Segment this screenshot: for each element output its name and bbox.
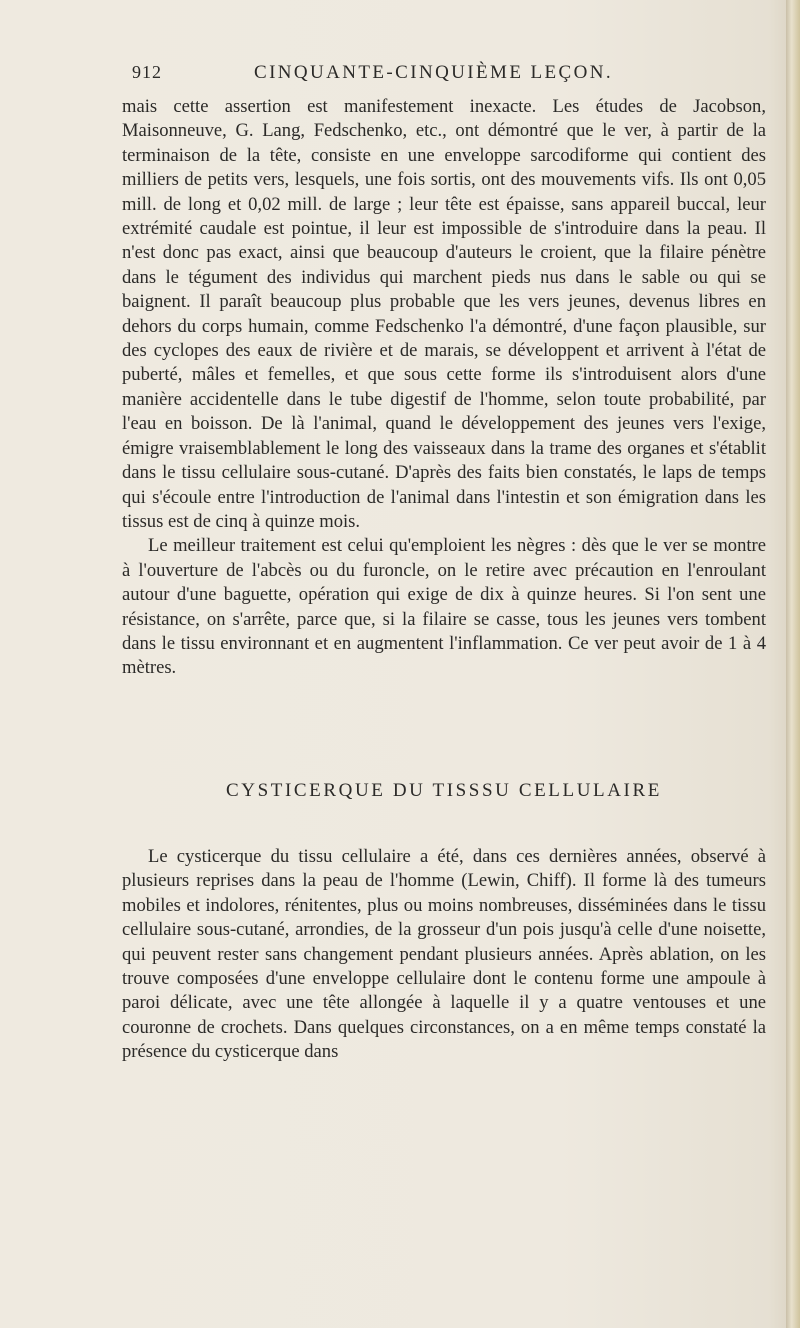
section-heading: CYSTICERQUE DU TISSSU CELLULAIRE [226, 780, 662, 801]
paragraph-continued: mais cette assertion est manifestement inexacte. Les études de Jacobson, Maisonneuve, G. Lang, Fedschenko, etc., ont démontré que le ver, à partir de la terminaison de la tête, consiste en une enveloppe sarcodiforme qui contient des milliers de petits vers, lesquels, une fois sortis, ont des mouvements vifs. Ils ont 0,05 mill. de long et 0,02 mill. de large ; leur tête est épaisse, sans appareil buccal, leur extrémité caudale est pointue, il leur est impossible de s'introduire dans la peau. Il n'est donc pas exact, ainsi que beaucoup d'auteurs le croient, que la filaire pénètre dans le tégument des individus qui marchent pieds nus dans le sable ou qui se baignent. Il paraît beaucoup plus probable que les vers jeunes, devenus libres en dehors du corps humain, comme Fedschenko l'a démontré, d'une façon plausible, sur des cyclopes des eaux de rivière et de marais, se développent et arrivent à l'état de puberté, mâles et femelles, et que sous cette forme ils s'introduisent alors d'une manière accidentelle dans le tube digestif de l'homme, selon toute probabilité, par l'eau en boisson. De là l'animal, quand le développement des jeunes vers l'exige, émigre vraisemblablement le long des vaisseaux dans la trame des organes et s'établit dans le tissu cellulaire sous-cutané. D'après des faits bien constatés, le laps de temps qui s'écoule entre l'introduction de l'animal dans l'intestin et son émigration dans les tissus est de cinq à quinze mois. [122, 96, 766, 532]
section-body [122, 845, 766, 1065]
body-text [122, 95, 766, 681]
paragraph-treatment: Le meilleur traitement est celui qu'emploient les nègres : dès que le ver se montre à l'ouverture de l'abcès ou du furoncle, on le retire avec précaution en l'enroulant autour d'une baguette, opération qui exige de dix à quinze heures. Si l'on sent une résistance, on s'arrête, parce que, si la filaire se casse, tous les jeunes vers tombent dans le tissu environnant et en augmentent l'inflammation. Ce ver peut avoir de 1 à 4 mètres. [122, 535, 766, 679]
page-edge [786, 0, 800, 1328]
page-header [122, 62, 762, 90]
paragraph-cysticerque: Le cysticerque du tissu cellulaire a été, dans ces dernières années, observé à plusieurs reprises dans la peau de l'homme (Lewin, Chiff). Il forme là des tumeurs mobiles et indolores, rénitentes, plus ou moins nombreuses, disséminées dans le tissu cellulaire sous-cutané, arrondies, de la grosseur d'un pois jusqu'à celle d'une noisette, qui peuvent rester sans changement pendant plusieurs années. Après ablation, on les trouve composées d'une enveloppe cellulaire dont le contenu forme une ampoule à paroi délicate, avec une tête allongée à laquelle il y a quatre ventouses et une couronne de crochets. Dans quelques circonstances, on a en même temps constaté la présence du cysticerque dans [122, 846, 766, 1063]
running-head: CINQUANTE-CINQUIÈME LEÇON. [254, 62, 613, 83]
page-number: 912 [132, 62, 162, 82]
